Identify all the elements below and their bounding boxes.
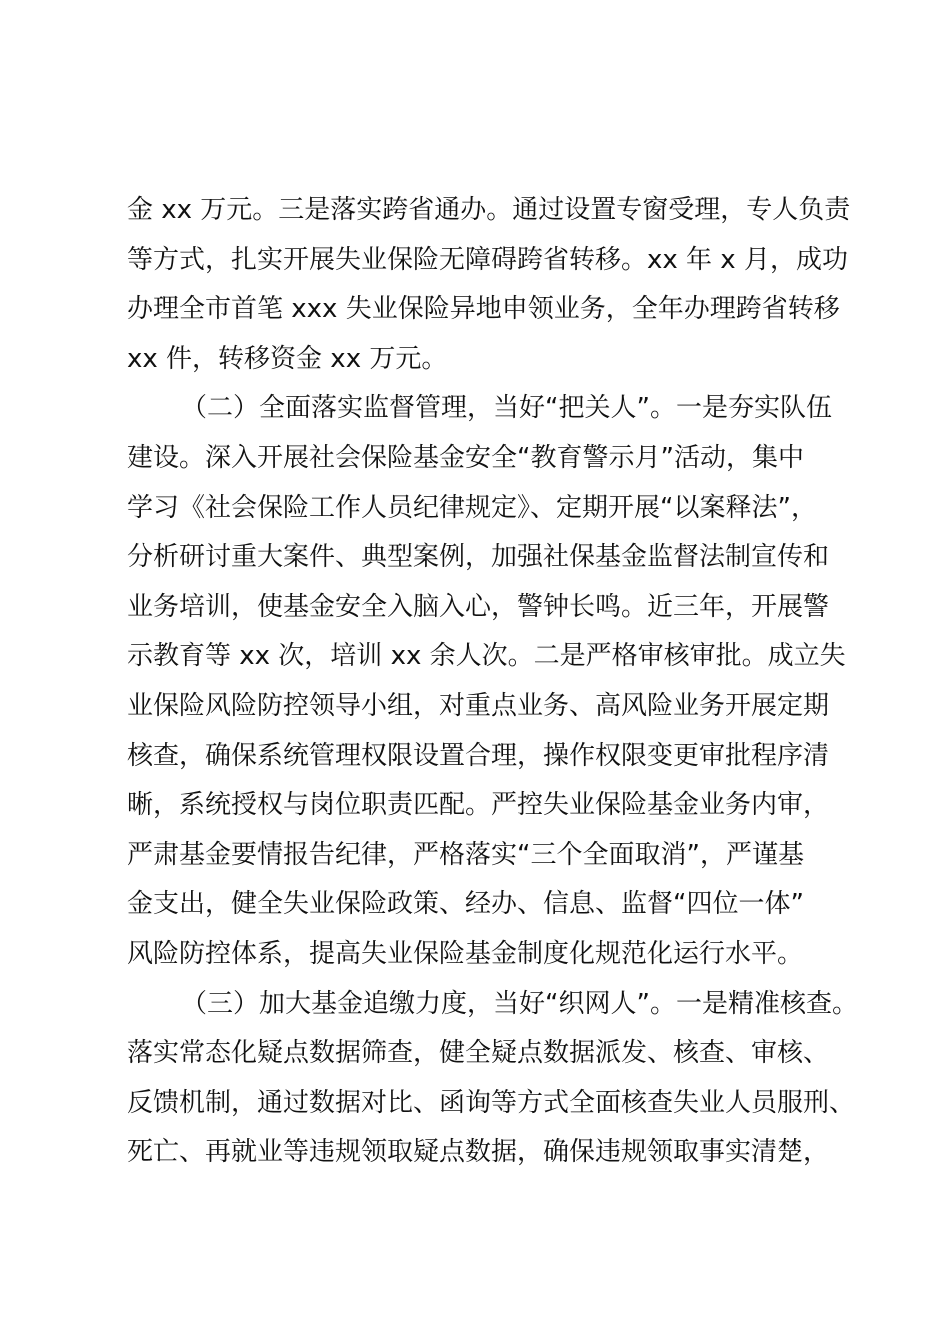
text-line-20: 死亡、再就业等违规领取疑点数据，确保违规领取事实清楚， — [127, 1137, 830, 1168]
text-line-1: 金 xx 万元。三是落实跨省通办。通过设置专窗受理，专人负责 — [127, 195, 851, 225]
section-three-heading-line: （三）加大基金追缴力度，当好“织网人”。一是精准核查。 — [181, 988, 858, 1019]
text-line-3: 办理全市首笔 xxx 失业保险异地申领业务，全年办理跨省转移 — [127, 294, 840, 325]
section-two-heading-line: （二）全面落实监督管理，当好“把关人”。一是夯实队伍 — [181, 393, 832, 424]
body-text — [127, 186, 867, 1178]
text-line-12: 核查，确保系统管理权限设置合理，操作权限变更审批程序清 — [127, 740, 830, 771]
text-line-16: 风险防控体系，提高失业保险基金制度化规范化运行水平。 — [127, 938, 804, 969]
text-line-2: 等方式，扎实开展失业保险无障碍跨省转移。xx 年 x 月，成功 — [127, 244, 848, 275]
text-line-9: 业务培训，使基金安全入脑入心，警钟长鸣。近三年，开展警 — [127, 591, 830, 622]
text-line-14: 严肃基金要情报告纪律，严格落实“三个全面取消”，严谨基 — [127, 839, 804, 870]
text-line-13: 晰，系统授权与岗位职责匹配。严控失业保险基金业务内审， — [127, 790, 830, 821]
text-line-6: 建设。深入开展社会保险基金安全“教育警示月”活动，集中 — [127, 442, 804, 473]
text-line-18: 落实常态化疑点数据筛查，健全疑点数据派发、核查、审核、 — [127, 1038, 830, 1069]
text-line-4: xx 件，转移资金 xx 万元。 — [127, 343, 448, 374]
text-line-19: 反馈机制，通过数据对比、函询等方式全面核查失业人员服刑、 — [127, 1087, 856, 1118]
text-line-15: 金支出，健全失业保险政策、经办、信息、监督“四位一体” — [127, 889, 804, 920]
text-line-7: 学习《社会保险工作人员纪律规定》、定期开展“以案释法”， — [127, 492, 817, 523]
text-line-11: 业保险风险防控领导小组，对重点业务、高风险业务开展定期 — [127, 690, 830, 721]
text-line-10: 示教育等 xx 次，培训 xx 余人次。二是严格审核审批。成立失 — [127, 641, 846, 672]
text-line-8: 分析研讨重大案件、典型案例，加强社保基金监督法制宣传和 — [127, 542, 830, 573]
